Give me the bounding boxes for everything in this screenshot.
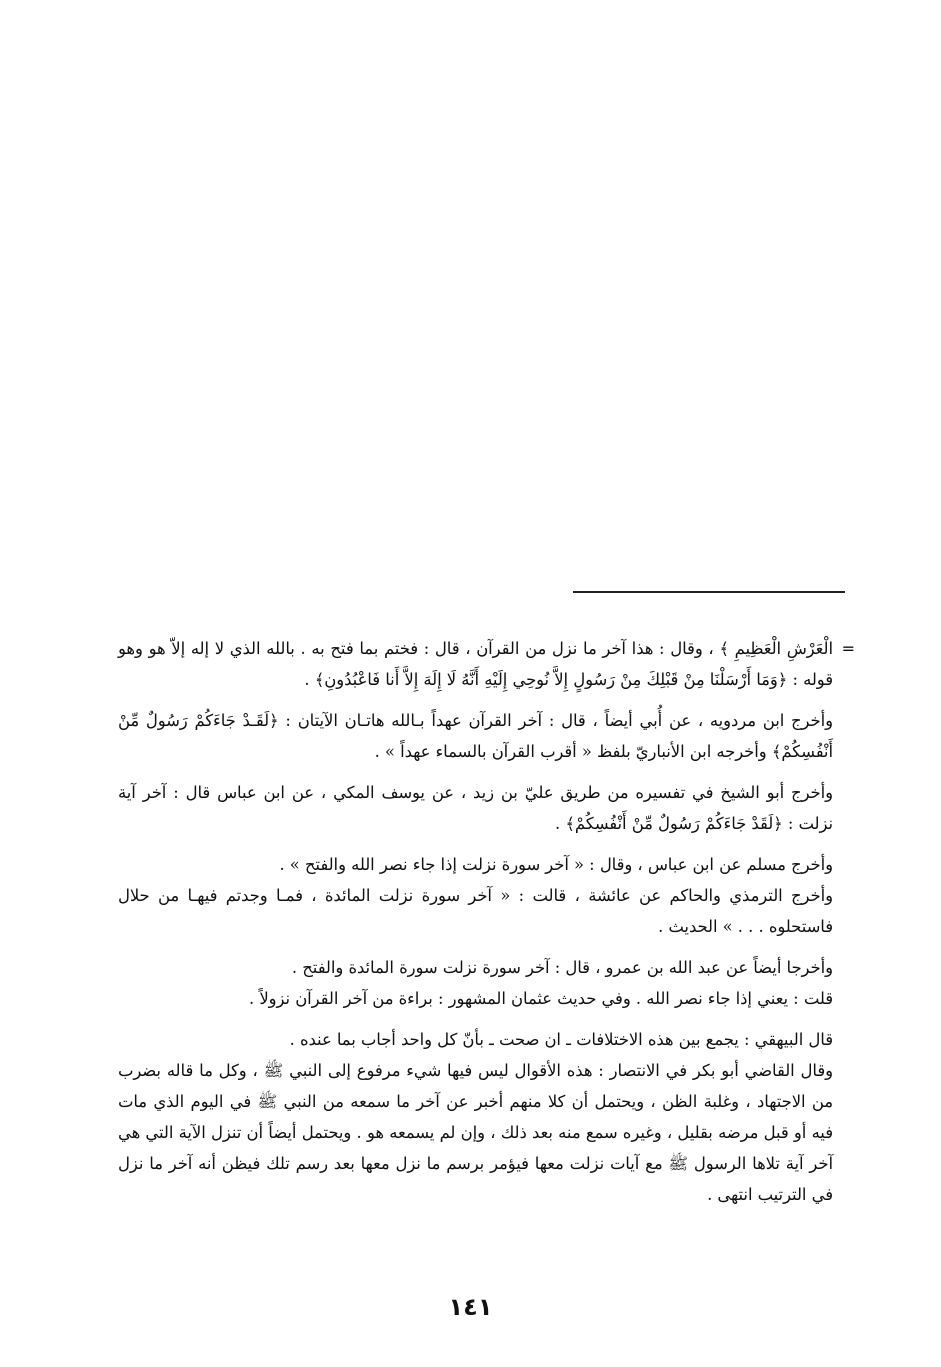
page-number: ١٤١ [448, 1293, 493, 1321]
footnote-paragraph: وأخرج الترمذي والحاكم عن عائشة ، قالت : « آخر سورة نزلت المائدة ، فمـا وجدتم فيهـا من حلال فاستحلوه . . . » الحديث . [118, 886, 833, 936]
footnote-paragraph [118, 633, 855, 695]
footnote-paragraph: قلت : يعني إذا جاء نصر الله . وفي حديث عثمان المشهور : براءة من آخر القرآن نزولاً . [249, 989, 833, 1008]
footnote-paragraph: وأخرج مسلم عن ابن عباس ، وقال : « آخر سورة نزلت إذا جاء نصر الله والفتح » . [279, 855, 833, 874]
footnote-paragraph: وأخرجا أيضاً عن عبد الله بن عمرو ، قال : آخر سورة نزلت سورة المائدة والفتح . [291, 958, 833, 977]
footnotes-block [118, 633, 855, 1210]
continuation-marker: = [841, 639, 855, 658]
footnote-separator-line [573, 591, 845, 593]
footnote-paragraph: وقال القاضي أبو بكر في الانتصار : هذه الأقوال ليس فيها شيء مرفوع إلى النبي ﷺ ، وكل ما قاله بضرب من الاجتهاد ، وغلبة الظن ، ويحتمل أن كلا منهم أخبر عن آخر ما سمعه من النبي ﷺ في اليوم الذي مات فيه أو قبل مرضه بقليل ، وغيره سمع منه بعد ذلك ، وإن لم يسمعه هو . ويحتمل أيضاً أن تنزل الآية التي هي آخر آية تلاها الرسول ﷺ مع آيات نزلت معها فيؤمر برسم ما نزل معها بعد رسم تلك فيظن أنه آخر ما نزل في الترتيب انتهى . [118, 1061, 833, 1204]
footnote-paragraph: وأخرج أبو الشيخ في تفسيره من طريق عليّ بن زيد ، عن يوسف المكي ، عن ابن عباس قال : آخر آية نزلت : ﴿لَقَدْ جَاءَكُمْ رَسُولٌ مِّنْ أَنْفُسِكُمْ﴾ . [118, 783, 833, 833]
footnote-paragraph: قال البيهقي : يجمع بين هذه الاختلافات ـ ان صحت ـ بأنّ كل واحد أجاب بما عنده . [289, 1030, 833, 1049]
footnote-text: الْعَرْشِ الْعَظِيمِ ﴾ ، وقال : هذا آخر ما نزل من القرآن ، قال : فختم بما فتح به . بالله الذي لا إله إلاّ هو وهو قوله : ﴿وَمَا أَرْسَلْنَا مِنْ قَبْلِكَ مِنْ رَسُولٍ إِلاَّ نُوحِي إِلَيْهِ أَنَّهُ لَا إِلَهَ إِلاَّ أَنا فَاعْبُدُونِ﴾ . [118, 639, 833, 689]
footnote-paragraph: وأخرج ابن مردويه ، عن أُبي أيضاً ، قال : آخر القرآن عهداً بـالله هاتـان الآيتان : ﴿لَقَـدْ جَاءَكُمْ رَسُولٌ مِّنْ أَنْفُسِكُمْ﴾ وأخرجه ابن الأنباريّ بلفظ « أقرب القرآن بالسماء عهداً » . [118, 711, 833, 761]
